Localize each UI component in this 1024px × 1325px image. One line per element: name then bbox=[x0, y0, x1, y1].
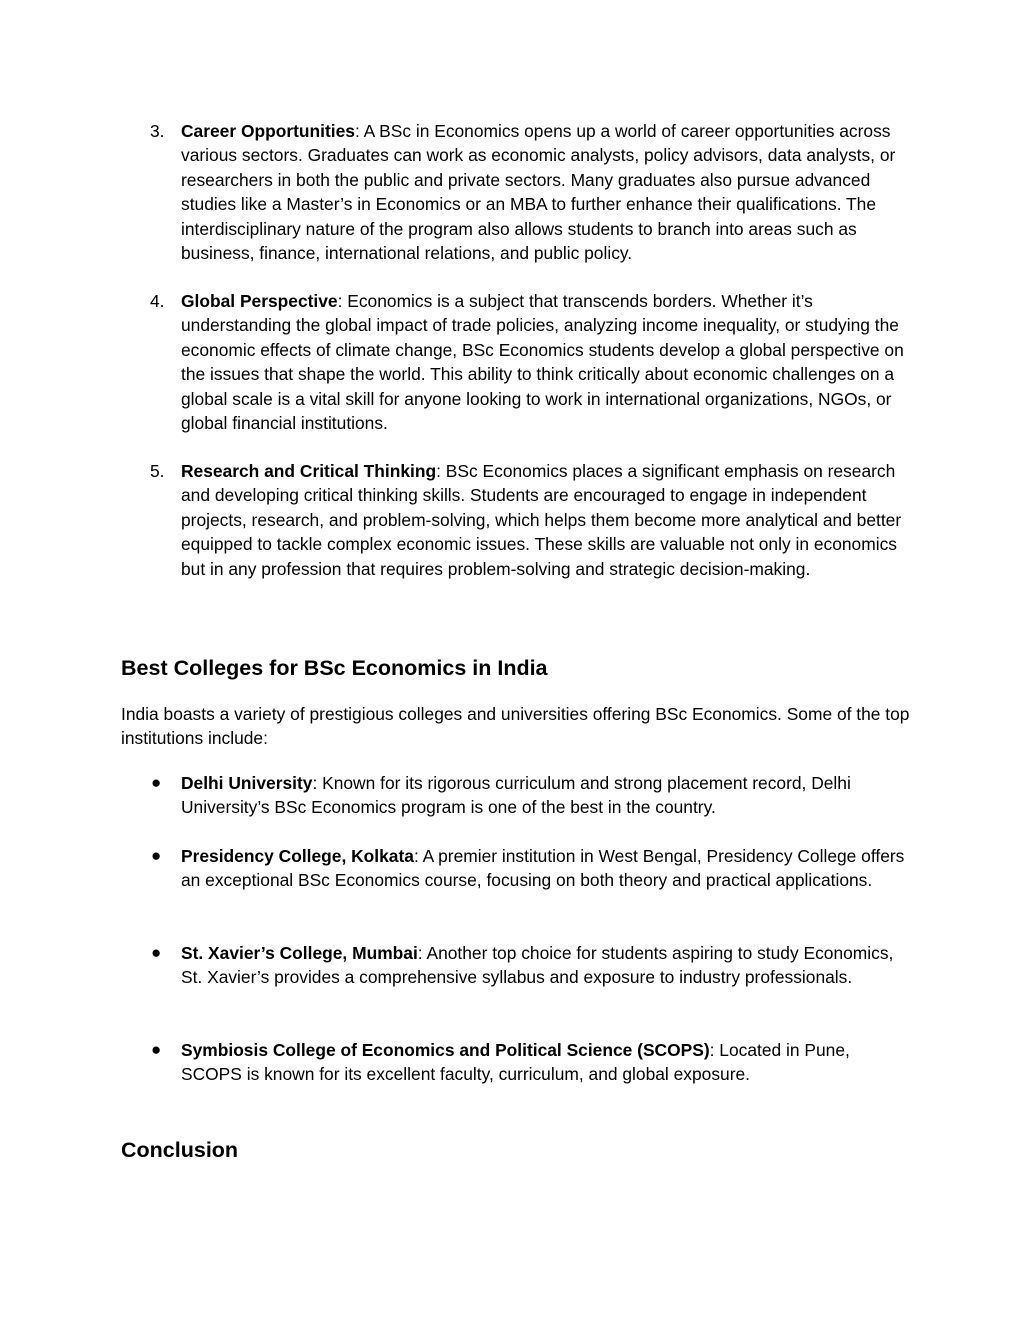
intro-paragraph: India boasts a variety of prestigious colleges and universities offering BSc Economics. Some of the top institutions include: bbox=[121, 704, 910, 749]
bullet-icon: ● bbox=[151, 846, 162, 865]
list-number: 3. bbox=[150, 121, 165, 141]
item-title: Career Opportunities bbox=[181, 121, 355, 141]
numbered-list bbox=[121, 119, 911, 605]
list-item bbox=[121, 119, 911, 265]
list-item bbox=[121, 844, 911, 917]
list-number: 4. bbox=[150, 291, 165, 311]
item-text: : A premier institution in West Bengal, Presidency College offers an exceptional BSc Economics course, focusing on both theory and practical applications. bbox=[181, 846, 905, 891]
item-title: Global Perspective bbox=[181, 291, 338, 311]
list-item bbox=[121, 1038, 911, 1087]
section-heading: Best Colleges for BSc Economics in India bbox=[121, 656, 548, 680]
item-title: St. Xavier’s College, Mumbai bbox=[181, 943, 418, 963]
bullet-icon: ● bbox=[151, 1040, 162, 1059]
bullet-icon: ● bbox=[151, 773, 162, 792]
list-item bbox=[121, 941, 911, 1014]
item-title: Delhi University bbox=[181, 773, 313, 793]
bullet-icon: ● bbox=[151, 943, 162, 962]
item-title: Research and Critical Thinking bbox=[181, 461, 437, 481]
conclusion-heading: Conclusion bbox=[121, 1138, 239, 1162]
list-item bbox=[121, 771, 911, 820]
item-text: : Located in Pune, SCOPS is known for its excellent faculty, curriculum, and global exposure. bbox=[181, 1040, 850, 1085]
list-number: 5. bbox=[150, 461, 165, 481]
item-title: Symbiosis College of Economics and Political Science (SCOPS) bbox=[181, 1040, 710, 1060]
bullet-list bbox=[121, 771, 911, 1087]
item-text: : Economics is a subject that transcends borders. Whether it’s understanding the global impact of trade policies, analyzing income inequality, or studying the economic effects of climate change, BSc Economics students develop a global perspective on the issues that shape the world. This ability to think critically about economic challenges on a global scale is a vital skill for anyone looking to work in international organizations, NGOs, or global financial institutions. bbox=[181, 291, 904, 434]
item-text: : Known for its rigorous curriculum and strong placement record, Delhi University’s BSc Economics program is one of the best in the country. bbox=[181, 773, 851, 818]
item-title: Presidency College, Kolkata bbox=[181, 846, 414, 866]
item-text: : BSc Economics places a significant emphasis on research and developing critical thinking skills. Students are encouraged to engage in independent projects, research, and problem-solving, which helps them become more analytical and better equipped to tackle complex economic issues. These skills are valuable not only in economics but in any profession that requires problem-solving and strategic decision-making. bbox=[181, 461, 902, 579]
item-text: : Another top choice for students aspiring to study Economics, St. Xavier’s provides a comprehensive syllabus and exposure to industry professionals. bbox=[181, 943, 894, 988]
item-text: : A BSc in Economics opens up a world of career opportunities across various sectors. Graduates can work as economic analysts, policy advisors, data analysts, or researchers in both the public and private sectors. Many graduates also pursue advanced studies like a Master’s in Economics or an MBA to further enhance their qualifications. The interdisciplinary nature of the program also allows students to branch into areas such as business, finance, international relations, and public policy. bbox=[181, 121, 896, 264]
list-item bbox=[121, 289, 911, 435]
list-item bbox=[121, 459, 911, 605]
